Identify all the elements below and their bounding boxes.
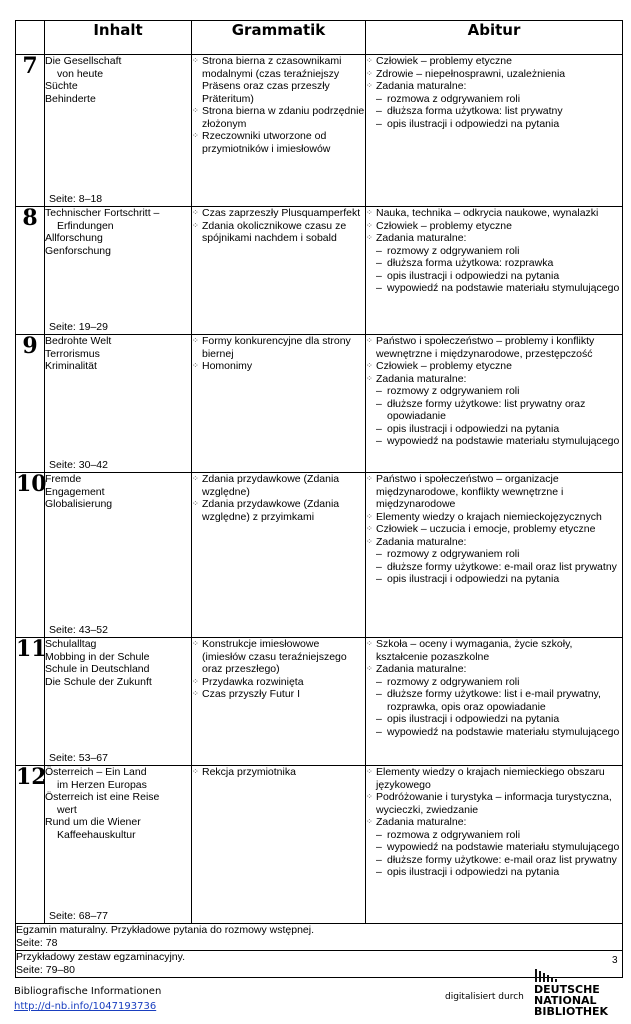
bullet-icon: ⁘ (192, 639, 199, 648)
topic-line: Fremde (45, 473, 82, 485)
grammar-text: Czas zaprzeszły Plusquamperfekt (202, 207, 361, 219)
grammar-text: Zdania przydawkowe (Zdania względne) z przyimkami (202, 498, 340, 523)
dash-icon: – (376, 422, 382, 435)
bullet-icon: ⁘ (192, 499, 199, 508)
dash-icon: – (376, 675, 382, 688)
abitur-text: Podróżowanie i turystyka – informacja turystyczna, wycieczki, zwiedzanie (376, 791, 612, 816)
unit-topics (45, 207, 192, 335)
abitur-item (366, 638, 622, 663)
dash-icon: – (376, 282, 382, 294)
abitur-text: wypowiedź na podstawie materiału stymulującego (387, 725, 620, 738)
dash-icon: – (376, 688, 382, 700)
abitur-text: rozmowy z odgrywaniem roli (387, 675, 520, 688)
dash-icon: – (376, 269, 382, 282)
bullet-icon: ⁘ (366, 639, 373, 648)
unit-grammar (192, 473, 366, 638)
abitur-item (366, 816, 622, 829)
topic-line: Österreich ist eine Reise (45, 791, 160, 803)
abitur-text: Człowiek – problemy etyczne (376, 219, 512, 232)
topic-line: Süchte (45, 80, 78, 92)
unit-pages: Seite: 68–77 (49, 909, 108, 922)
footer-item-1 (16, 924, 623, 951)
dash-icon: – (376, 573, 382, 585)
header-abitur: Abitur (366, 21, 623, 55)
topic-line: Die Schule der Zukunft (45, 675, 152, 688)
dnb-logo (532, 967, 622, 1017)
unit-row (16, 335, 623, 473)
abitur-subitem (366, 435, 622, 448)
abitur-text: Państwo i społeczeństwo – problemy i konflikty wewnętrzne i międzynarodowe, przestępczość (376, 335, 595, 360)
grammar-item (192, 335, 365, 360)
unit-abitur (366, 335, 623, 473)
dash-icon: – (376, 92, 382, 105)
grammar-item (192, 105, 365, 130)
bullet-icon: ⁘ (192, 676, 199, 686)
bullet-icon: ⁘ (192, 106, 199, 115)
topic-line: Globalisierung (45, 498, 113, 510)
unit-row (16, 766, 623, 924)
topic-line: Bedrohte Welt (45, 335, 112, 347)
dash-icon: – (376, 397, 382, 410)
dash-icon: – (376, 853, 382, 866)
grammar-text: Zdania przydawkowe (Zdania względne) (202, 473, 340, 498)
grammar-text: Strona bierna w zdaniu podrzędnie złożonym (202, 105, 365, 130)
biblio-label: Bibliografische Informationen (14, 986, 162, 997)
dash-icon: – (376, 105, 382, 117)
unit-pages: Seite: 30–42 (49, 458, 108, 471)
grammar-text: Rekcja przymiotnika (202, 766, 296, 778)
dash-icon: – (376, 548, 382, 560)
abitur-text: rozmowa z odgrywaniem roli (387, 92, 521, 105)
bullet-icon: ⁘ (366, 68, 373, 78)
abitur-text: opis ilustracji i odpowiedzi na pytania (387, 573, 560, 585)
unit-abitur (366, 473, 623, 638)
grammar-item (192, 688, 365, 701)
header-blank (16, 21, 45, 55)
abitur-subitem (366, 257, 622, 270)
abitur-item (366, 373, 622, 386)
units-body (16, 55, 623, 924)
unit-row (16, 638, 623, 766)
abitur-item (366, 232, 622, 245)
topic-line: Rund um die Wiener (45, 816, 141, 828)
abitur-text: opis ilustracji i odpowiedzi na pytania (387, 422, 560, 435)
unit-abitur (366, 766, 623, 924)
bullet-icon: ⁘ (366, 536, 373, 546)
abitur-subitem (366, 561, 622, 574)
unit-topics (45, 638, 192, 766)
dnb-logo-line-3: BIBLIOTHEK (534, 1005, 609, 1017)
bullet-icon: ⁘ (192, 474, 199, 483)
abitur-text: Człowiek – problemy etyczne (376, 55, 512, 67)
bibliographic-info (14, 984, 161, 1014)
abitur-subitem (366, 548, 622, 561)
bullet-icon: ⁘ (366, 511, 373, 521)
abitur-item (366, 335, 622, 360)
abitur-subitem (366, 282, 622, 295)
header-row (16, 21, 623, 55)
biblio-link[interactable]: http://d-nb.info/1047193736 (14, 1001, 157, 1012)
bullet-icon: ⁘ (192, 767, 199, 776)
grammar-item (192, 220, 365, 245)
bullet-icon: ⁘ (366, 524, 373, 533)
grammar-item (192, 473, 365, 498)
abitur-text: opis ilustracji i odpowiedzi na pytania (387, 269, 560, 282)
abitur-item (366, 766, 622, 791)
abitur-subitem (366, 676, 622, 689)
abitur-text: dłuższa forma użytkowa: rozprawka (387, 257, 554, 269)
bullet-icon: ⁘ (192, 689, 199, 698)
unit-abitur (366, 207, 623, 335)
unit-topics (45, 335, 192, 473)
topic-line: Schule in Deutschland (45, 663, 150, 675)
dash-icon: – (376, 828, 382, 841)
unit-grammar (192, 638, 366, 766)
unit-number: 11 (16, 638, 45, 766)
abitur-subitem (366, 841, 622, 854)
grammar-text: Rzeczowniki utworzone od przymiotników i imiesłowów (202, 130, 331, 155)
abitur-item (366, 360, 622, 373)
abitur-subitem (366, 93, 622, 106)
abitur-text: Zadania maturalne: (376, 372, 467, 385)
unit-number: 7 (16, 55, 45, 207)
header-grammatik: Grammatik (192, 21, 366, 55)
abitur-subitem (366, 573, 622, 586)
abitur-text: wypowiedź na podstawie materiału stymulującego (387, 435, 620, 447)
abitur-item (366, 511, 622, 524)
contents-table (15, 20, 623, 978)
abitur-subitem (366, 713, 622, 726)
unit-abitur (366, 638, 623, 766)
topic-line: Technischer Fortschritt – (45, 207, 160, 219)
bullet-icon: ⁘ (366, 817, 373, 826)
dash-icon: – (376, 117, 382, 130)
abitur-text: Zadania maturalne: (376, 80, 467, 92)
footer-row (16, 924, 623, 951)
grammar-item (192, 676, 365, 689)
unit-topics (45, 55, 192, 207)
grammar-text: Formy konkurencyjne dla strony biernej (202, 335, 351, 360)
dnb-logo-line-1: DEUTSCHE (534, 983, 600, 996)
abitur-text: rozmowa z odgrywaniem roli (387, 828, 521, 841)
abitur-item (366, 663, 622, 676)
footer-text: Egzamin maturalny. Przykładowe pytania do rozmowy wstępnej. (16, 924, 315, 936)
dash-icon: – (376, 866, 382, 878)
unit-abitur (366, 55, 623, 207)
abitur-text: Nauka, technika – odkrycia naukowe, wynalazki (376, 207, 599, 219)
abitur-item (366, 473, 622, 511)
bullet-icon: ⁘ (366, 373, 373, 383)
abitur-text: dłuższa forma użytkowa: list prywatny (387, 105, 563, 117)
abitur-text: opis ilustracji i odpowiedzi na pytania (387, 713, 560, 725)
dash-icon: – (376, 244, 382, 257)
bullet-icon: ⁘ (192, 361, 199, 370)
dash-icon: – (376, 385, 382, 397)
abitur-subitem (366, 270, 622, 283)
dash-icon: – (376, 725, 382, 738)
abitur-item (366, 68, 622, 81)
abitur-text: Państwo i społeczeństwo – organizacje międzynarodowe, konflikty wewnętrzne i międzynarodowe (376, 473, 564, 510)
grammar-text: Czas przyszły Futur I (202, 688, 301, 700)
abitur-text: Zadania maturalne: (376, 663, 467, 675)
bullet-icon: ⁘ (366, 474, 373, 483)
bullet-icon: ⁘ (192, 220, 199, 230)
grammar-item (192, 498, 365, 523)
unit-row (16, 473, 623, 638)
grammar-item (192, 55, 365, 105)
abitur-text: wypowiedź na podstawie materiału stymulującego (387, 282, 620, 294)
topic-line: Engagement (45, 485, 105, 498)
topic-line: Kriminalität (45, 360, 97, 372)
bullet-icon: ⁘ (192, 56, 199, 65)
abitur-text: Elementy wiedzy o krajach niemieckojęzycznych (376, 510, 602, 523)
unit-number: 10 (16, 473, 45, 638)
abitur-subitem (366, 866, 622, 879)
dash-icon: – (376, 435, 382, 447)
unit-pages: Seite: 8–18 (49, 192, 103, 205)
unit-topics (45, 766, 192, 924)
abitur-subitem (366, 726, 622, 739)
abitur-text: dłuższe formy użytkowe: list i e-mail prywatny, rozprawka, opis oraz opowiadanie (387, 688, 601, 713)
abitur-subitem (366, 423, 622, 436)
unit-grammar (192, 55, 366, 207)
topic-line: Allforschung (45, 232, 103, 244)
bullet-icon: ⁘ (366, 361, 373, 370)
abitur-subitem (366, 854, 622, 867)
abitur-subitem (366, 385, 622, 398)
dash-icon: – (376, 713, 382, 725)
bullet-icon: ⁘ (366, 208, 373, 217)
footer-text: Przykładowy zestaw egzaminacyjny. (16, 951, 186, 963)
abitur-text: dłuższe formy użytkowe: list prywatny oraz opowiadanie (387, 397, 586, 422)
unit-number: 12 (16, 766, 45, 924)
bullet-icon: ⁘ (366, 81, 373, 90)
page-number: 3 (612, 955, 618, 966)
dash-icon: – (376, 560, 382, 573)
grammar-text: Strona bierna z czasownikami modalnymi (czas teraźniejszy Präsens oraz czas przeszły Präteritum) (202, 55, 342, 105)
abitur-subitem (366, 118, 622, 131)
abitur-item (366, 536, 622, 549)
grammar-text: Konstrukcje imiesłowowe (imiesłów czasu teraźniejszego oraz przeszłego) (202, 638, 347, 675)
bullet-icon: ⁘ (192, 336, 199, 345)
abitur-text: Szkoła – oceny i wymagania, życie szkoły, kształcenie pozaszkolne (376, 638, 573, 663)
grammar-item (192, 766, 365, 779)
topic-line: Österreich – Ein Land (45, 766, 147, 778)
digitized-by-label: digitalisiert durch (445, 992, 524, 1002)
topic-line: Terrorismus (45, 347, 100, 360)
unit-row (16, 207, 623, 335)
unit-number: 9 (16, 335, 45, 473)
bullet-icon: ⁘ (366, 336, 373, 345)
grammar-item (192, 360, 365, 373)
grammar-text: Homonimy (202, 360, 253, 372)
unit-pages: Seite: 43–52 (49, 623, 108, 636)
abitur-item (366, 55, 622, 68)
footer-pages: Seite: 79–80 (16, 964, 75, 976)
bullet-icon: ⁘ (366, 233, 373, 242)
unit-number: 8 (16, 207, 45, 335)
unit-row (16, 55, 623, 207)
topic-line: Genforschung (45, 244, 111, 257)
abitur-text: Zadania maturalne: (376, 816, 467, 828)
topic-line: Erfindungen (57, 219, 114, 232)
dnb-logo-line-2: NATIONAL (534, 994, 597, 1007)
grammar-text: Przydawka rozwinięta (202, 675, 304, 688)
abitur-text: Zadania maturalne: (376, 232, 467, 244)
bullet-icon: ⁘ (366, 220, 373, 230)
abitur-text: wypowiedź na podstawie materiału stymulującego (387, 841, 620, 853)
abitur-item (366, 791, 622, 816)
abitur-text: Elementy wiedzy o krajach niemieckiego obszaru językowego (376, 766, 605, 791)
abitur-text: dłuższe formy użytkowe: e-mail oraz list prywatny (387, 560, 617, 573)
bullet-icon: ⁘ (366, 664, 373, 673)
unit-grammar (192, 335, 366, 473)
abitur-text: opis ilustracji i odpowiedzi na pytania (387, 117, 560, 130)
bullet-icon: ⁘ (366, 767, 373, 776)
bullet-icon: ⁘ (366, 56, 373, 65)
abitur-item (366, 207, 622, 220)
unit-pages: Seite: 53–67 (49, 751, 108, 764)
abitur-text: Człowiek – uczucia i emocje, problemy etyczne (376, 523, 596, 535)
grammar-item (192, 207, 365, 220)
topic-line: Schulalltag (45, 638, 97, 650)
abitur-item (366, 80, 622, 93)
topic-line: Die Gesellschaft (45, 55, 122, 67)
abitur-subitem (366, 105, 622, 118)
footer-pages: Seite: 78 (16, 937, 58, 949)
dash-icon: – (376, 257, 382, 269)
abitur-text: Zdrowie – niepełnosprawni, uzależnienia (376, 67, 566, 80)
topic-line: Behinderte (45, 92, 96, 105)
abitur-item (366, 523, 622, 536)
abitur-text: rozmowy z odgrywaniem roli (387, 548, 520, 560)
grammar-item (192, 638, 365, 676)
dash-icon: – (376, 841, 382, 853)
header-inhalt: Inhalt (45, 21, 192, 55)
unit-grammar (192, 207, 366, 335)
grammar-text: Zdania okolicznikowe czasu ze spójnikami nachdem i sobald (202, 219, 347, 244)
topic-line: Mobbing in der Schule (45, 650, 150, 663)
bullet-icon: ⁘ (192, 131, 199, 140)
abitur-text: Zadania maturalne: (376, 535, 467, 548)
abitur-subitem (366, 688, 622, 713)
abitur-subitem (366, 245, 622, 258)
grammar-item (192, 130, 365, 155)
topic-line: Kaffeehauskultur (57, 828, 136, 841)
abitur-text: Człowiek – problemy etyczne (376, 360, 512, 372)
abitur-text: rozmowy z odgrywaniem roli (387, 385, 520, 397)
topic-line: von heute (57, 67, 104, 80)
bullet-icon: ⁘ (192, 208, 199, 217)
topic-line: im Herzen Europas (57, 778, 147, 791)
unit-pages: Seite: 19–29 (49, 320, 108, 333)
unit-grammar (192, 766, 366, 924)
abitur-subitem (366, 829, 622, 842)
abitur-text: dłuższe formy użytkowe: e-mail oraz list prywatny (387, 853, 617, 866)
unit-topics (45, 473, 192, 638)
abitur-text: rozmowy z odgrywaniem roli (387, 244, 520, 257)
topic-line: wert (57, 803, 77, 816)
abitur-subitem (366, 398, 622, 423)
abitur-item (366, 220, 622, 233)
abitur-text: opis ilustracji i odpowiedzi na pytania (387, 866, 560, 878)
bullet-icon: ⁘ (366, 792, 373, 801)
